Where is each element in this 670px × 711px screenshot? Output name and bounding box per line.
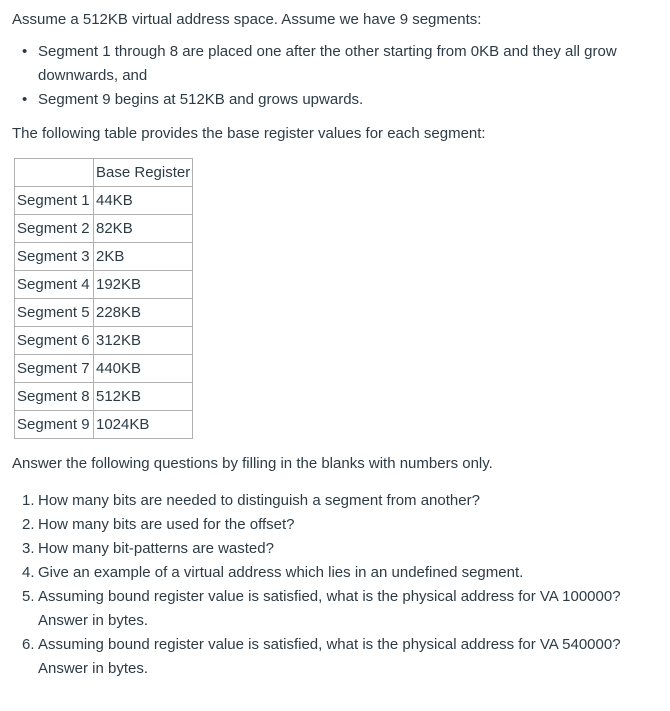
table-row	[15, 411, 193, 439]
table-row	[15, 327, 193, 355]
table-row	[15, 215, 193, 243]
base-register-cell: 512KB	[94, 383, 193, 411]
table-row	[15, 187, 193, 215]
segment-bullets	[12, 40, 658, 112]
table-row	[15, 299, 193, 327]
table-row	[15, 355, 193, 383]
table-row	[15, 271, 193, 299]
answer-instructions: Answer the following questions by filling in the blanks with numbers only.	[12, 455, 493, 472]
question-item: Assuming bound register value is satisfied, what is the physical address for VA 100000? Answer in bytes.	[38, 588, 621, 629]
table-header-cell	[15, 159, 94, 187]
table-caption: The following table provides the base register values for each segment:	[12, 125, 486, 142]
question-item: How many bits are used for the offset?	[38, 516, 295, 533]
question-item: Give an example of a virtual address which lies in an undefined segment.	[38, 564, 524, 581]
base-register-cell: 228KB	[94, 299, 193, 327]
question-list	[12, 489, 658, 681]
base-register-cell: 312KB	[94, 327, 193, 355]
base-register-cell: 440KB	[94, 355, 193, 383]
question-item: How many bit-patterns are wasted?	[38, 540, 274, 557]
base-register-table	[14, 158, 193, 439]
segment-name-cell: Segment 8	[15, 383, 94, 411]
table-header-cell: Base Register	[94, 159, 193, 187]
segment-name-cell: Segment 4	[15, 271, 94, 299]
segment-name-cell: Segment 1	[15, 187, 94, 215]
base-register-cell: 82KB	[94, 215, 193, 243]
base-register-cell: 44KB	[94, 187, 193, 215]
bullet-item: • Segment 9 begins at 512KB and grows upwards.	[38, 88, 658, 112]
table-header-row	[15, 159, 193, 187]
table-row	[15, 243, 193, 271]
table-row	[15, 383, 193, 411]
segment-name-cell: Segment 2	[15, 215, 94, 243]
segment-name-cell: Segment 3	[15, 243, 94, 271]
segment-name-cell: Segment 9	[15, 411, 94, 439]
base-register-cell: 192KB	[94, 271, 193, 299]
question-item: Assuming bound register value is satisfied, what is the physical address for VA 540000? Answer in bytes.	[38, 636, 621, 677]
bullet-item: • Segment 1 through 8 are placed one after the other starting from 0KB and they all grow downwards, and	[38, 40, 658, 88]
base-register-cell: 2KB	[94, 243, 193, 271]
base-register-cell: 1024KB	[94, 411, 193, 439]
segment-name-cell: Segment 5	[15, 299, 94, 327]
question-item: How many bits are needed to distinguish a segment from another?	[38, 492, 480, 509]
segment-name-cell: Segment 7	[15, 355, 94, 383]
intro-text: Assume a 512KB virtual address space. Assume we have 9 segments:	[12, 11, 482, 28]
segment-name-cell: Segment 6	[15, 327, 94, 355]
